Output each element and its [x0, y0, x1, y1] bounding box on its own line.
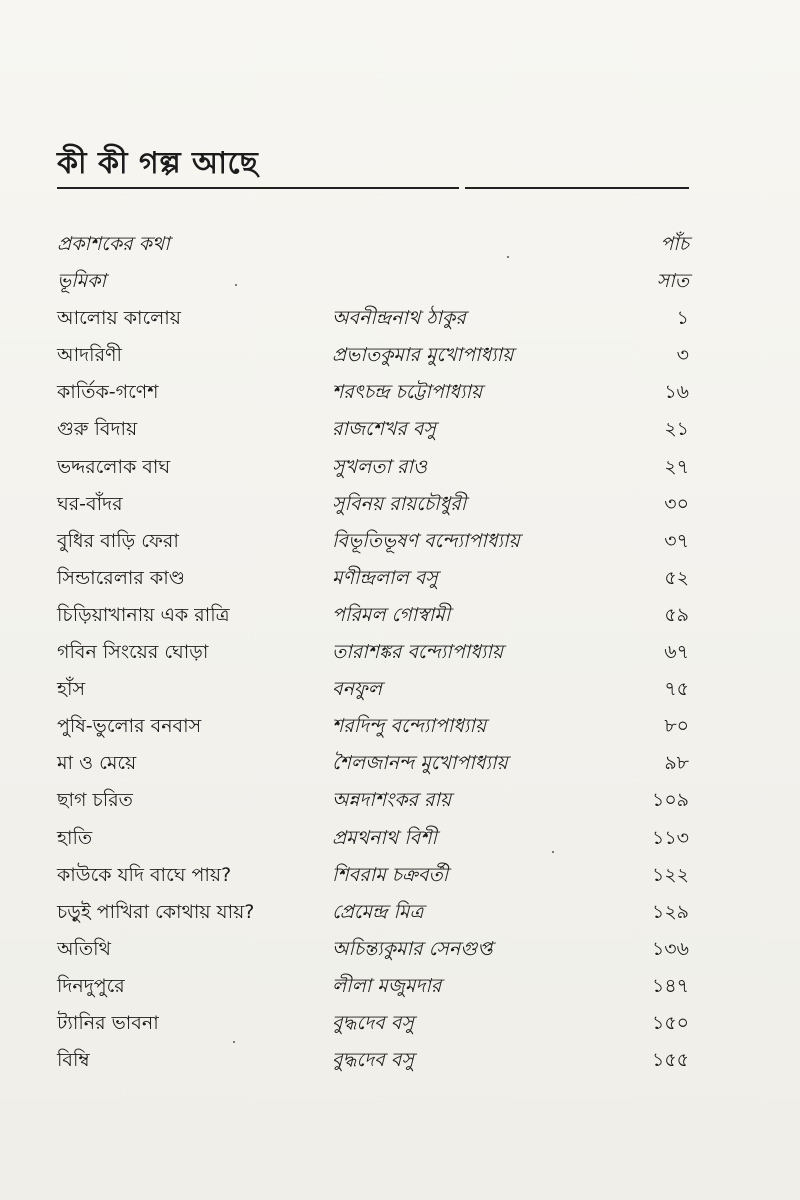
toc-entry-row [57, 745, 697, 782]
toc-page-number: ১৫৫ [652, 1049, 689, 1072]
toc-page-number: ১৫০ [651, 1011, 689, 1034]
toc-story-title: ট্যানির ভাবনা [57, 1011, 159, 1034]
toc-entry-row [57, 411, 697, 448]
toc-story-title: সিন্ডারেলার কাণ্ড [57, 566, 185, 589]
toc-entry-row [57, 968, 697, 1005]
toc-story-title: আলোয় কালোয় [57, 307, 181, 330]
toc-author-name: অবনীন্দ্রনাথ ঠাকুর [332, 307, 466, 330]
toc-entry-row [57, 523, 697, 560]
toc-author-name: অন্নদাশংকর রায় [332, 789, 452, 812]
toc-author-name: শৈলজানন্দ মুখোপাধ্যায় [332, 752, 508, 775]
toc-entry-row [57, 449, 697, 486]
toc-author-name: শিবরাম চক্রবর্তী [332, 863, 449, 886]
toc-story-title: কাউকে যদি বাঘে পায়? [57, 863, 232, 886]
toc-story-title: ছাগ চরিত [57, 789, 133, 812]
toc-story-title: ভদ্দরলোক বাঘ [57, 455, 171, 478]
toc-story-title: ভূমিকা [57, 270, 106, 293]
page-title: কী কী গল্প আছে [57, 146, 259, 181]
toc-story-title: গবিন সিংয়ের ঘোড়া [57, 641, 209, 664]
toc-author-name: বুদ্ধদেব বসু [332, 1011, 414, 1034]
toc-author-name: বিভূতিভূষণ বন্দ্যোপাধ্যায় [332, 529, 520, 552]
toc-page-number: ৫২ [664, 566, 689, 589]
toc-author-name: মণীন্দ্রলাল বসু [332, 566, 438, 589]
toc-story-title: হাতি [57, 826, 93, 849]
toc-story-title: আদরিণী [57, 344, 122, 367]
toc-entry-row [57, 894, 697, 931]
toc-author-name: প্রমথনাথ বিশী [332, 826, 437, 849]
paper-speck [507, 256, 509, 258]
toc-entry-row [57, 857, 697, 894]
toc-entry-row [57, 374, 697, 411]
toc-author-name: তারাশঙ্কর বন্দ্যোপাধ্যায় [332, 641, 504, 664]
toc-entry-row [57, 1042, 697, 1079]
toc-story-title: দিনদুপুরে [57, 974, 125, 997]
toc-page-number: ৮০ [664, 715, 689, 738]
toc-entry-row [57, 671, 697, 708]
table-of-contents [57, 226, 697, 1079]
title-underline [57, 187, 689, 189]
toc-page-number: পাঁচ [660, 233, 689, 255]
paper-speck [233, 1041, 235, 1043]
toc-page-number: ৫৯ [664, 603, 689, 626]
toc-author-name: সুখলতা রাও [332, 455, 427, 478]
toc-author-name: অচিন্ত্যকুমার সেনগুপ্ত [332, 937, 493, 960]
toc-entry-row [57, 1005, 697, 1042]
toc-page-number: ১২২ [651, 863, 689, 886]
toc-story-title: বিম্বি [57, 1049, 90, 1072]
toc-story-title: অতিথি [57, 937, 111, 960]
toc-entry-row [57, 486, 697, 523]
toc-page-number: ১০৯ [651, 789, 689, 812]
toc-page-number: ১৬ [664, 381, 689, 404]
toc-page-number: ১৩৬ [651, 937, 689, 960]
toc-entry-row [57, 820, 697, 857]
toc-page-number: ১২৯ [651, 900, 689, 923]
toc-entry-row [57, 337, 697, 374]
toc-entry-row [57, 634, 697, 671]
toc-page-number: ৯৮ [664, 752, 689, 775]
toc-page-number: ৩০ [664, 492, 689, 515]
toc-page-number: ৩৭ [664, 529, 689, 552]
toc-page-number: ১ [676, 307, 689, 330]
toc-author-name: লীলা মজুমদার [332, 974, 442, 997]
toc-entry-row [57, 597, 697, 634]
toc-story-title: মা ও মেয়ে [57, 752, 137, 775]
toc-page-number: ৭৫ [664, 678, 689, 701]
toc-page-number: ২৭ [664, 455, 689, 478]
toc-story-title: পুষি-ভুলোর বনবাস [57, 715, 202, 738]
toc-author-name: রাজশেখর বসু [332, 418, 436, 441]
toc-page-number: ১১৩ [651, 826, 689, 849]
toc-entry-row [57, 708, 697, 745]
toc-entry-row [57, 560, 697, 597]
toc-story-title: বুধির বাড়ি ফেরা [57, 529, 179, 552]
toc-author-name: বুদ্ধদেব বসু [332, 1049, 414, 1072]
toc-story-title: হাঁস [57, 678, 86, 701]
toc-author-name: পরিমল গোস্বামী [332, 603, 451, 626]
toc-author-name: শরৎচন্দ্র চট্টোপাধ্যায় [332, 381, 483, 404]
toc-front-matter-row [57, 226, 697, 263]
toc-story-title: চড়ুই পাখিরা কোথায় যায়? [57, 900, 255, 923]
toc-story-title: প্রকাশকের কথা [57, 233, 170, 255]
paper-speck [235, 284, 237, 286]
toc-page-number: ৬৭ [664, 641, 689, 664]
toc-story-title: কার্তিক-গণেশ [57, 381, 159, 404]
toc-author-name: বনফুল [332, 678, 382, 701]
toc-author-name: শরদিন্দু বন্দ্যোপাধ্যায় [332, 715, 487, 738]
toc-author-name: প্রেমেন্দ্র মিত্র [332, 900, 424, 923]
toc-entry-row [57, 300, 697, 337]
underline-break [459, 186, 465, 190]
toc-page-number: ১৪৭ [651, 974, 689, 997]
toc-page-number: সাত [656, 270, 689, 293]
toc-page-number: ৩ [676, 344, 689, 367]
paper-speck [552, 851, 554, 853]
toc-story-title: চিড়িয়াখানায় এক রাত্রি [57, 603, 230, 626]
toc-entry-row [57, 782, 697, 819]
toc-page-number: ২১ [664, 418, 689, 441]
toc-story-title: ঘর-বাঁদর [57, 492, 123, 515]
toc-author-name: প্রভাতকুমার মুখোপাধ্যায় [332, 344, 514, 367]
toc-front-matter-row [57, 263, 697, 300]
toc-story-title: গুরু বিদায় [57, 418, 138, 441]
toc-entry-row [57, 931, 697, 968]
toc-author-name: সুবিনয় রায়চৌধুরী [332, 492, 467, 515]
